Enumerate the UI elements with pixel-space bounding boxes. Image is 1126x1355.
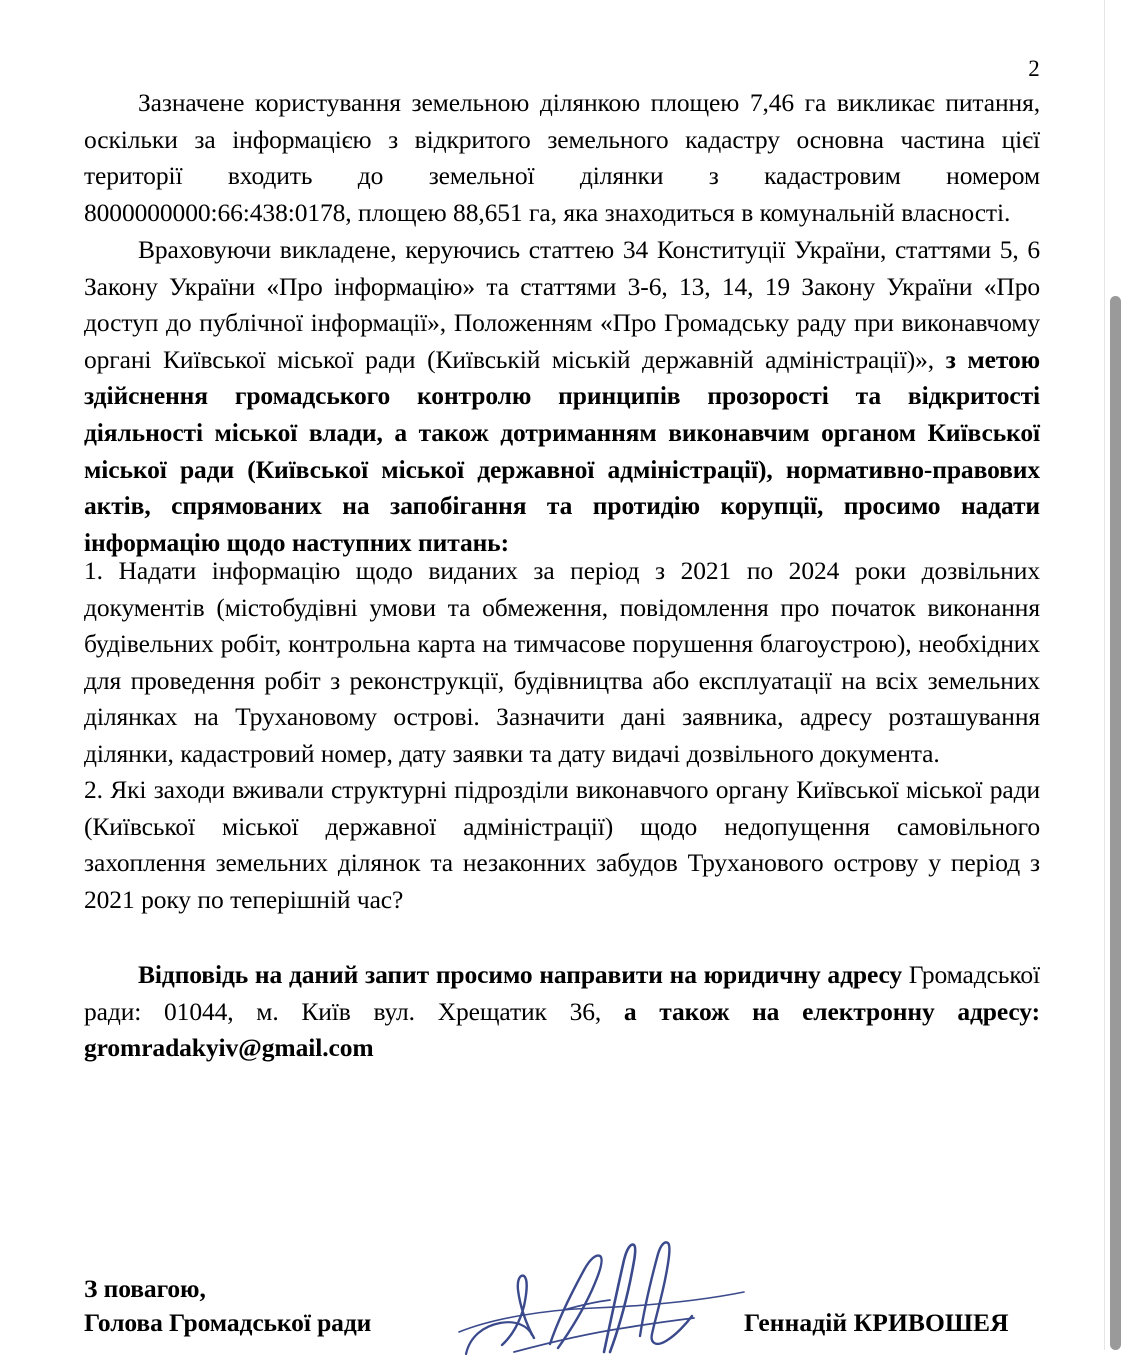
signatory-name: Геннадій КРИВОШЕЯ bbox=[744, 1308, 1009, 1337]
reply-instruction-emphasis: Відповідь на даний запит просимо направити на юридичну адресу bbox=[138, 960, 903, 989]
reply-email-emphasis: а також на електронну адресу: gromradakyiv@gmail.com bbox=[84, 996, 1040, 1063]
legal-lead-text: Враховуючи викладене, керуючись статтею 34 Конституції України, статтями 5, 6 Закону України «Про інформацію» та статтями 3-6, 13, 14, 19 Закону України «Про доступ до публічної інформації», Положенням «Про Громадську раду при виконавчому органі Київської міської ради (Київській міській державній адміністрації)», bbox=[84, 235, 1040, 374]
scrollbar-thumb[interactable] bbox=[1110, 296, 1121, 1350]
paragraph-legal-basis bbox=[84, 232, 1040, 561]
paragraph-intro: Зазначене користування земельною ділянкою площею 7,46 га викликає питання, оскільки за інформацією з відкритого земельного кадастру основна частина цієї території входить до земельної ділянки з кадастровим номером 8000000000:66:438:0178, площею 88,651 га, яка знаходиться в комунальній власності. bbox=[84, 88, 1040, 227]
reply-postal-address: Громадської ради: 01044, м. Київ вул. Хрещатик 36, bbox=[84, 960, 1040, 1026]
question-item-2: 2. Які заходи вживали структурні підрозділи виконавчого органу Київської міської ради (Київської міської державної адміністрації) щодо недопущення самовільного захоплення земельних ділянок та незаконних забудов Труханового острову у період з 2021 року по теперішній час? bbox=[84, 775, 1040, 914]
signature-title: Голова Громадської ради bbox=[84, 1308, 372, 1337]
legal-request-emphasis: з метою здійснення громадського контролю принципів прозорості та відкритості діяльності міської влади, а також дотриманням виконавчим органом Київської міської ради (Київської міської державної адміністрації), нормативно-правових актів, спрямованих на запобігання та протидію корупції, просимо надати інформацію щодо наступних питань: bbox=[84, 344, 1040, 557]
paragraph-reply-address bbox=[84, 957, 1040, 1067]
question-item-1: 1. Надати інформацію щодо виданих за період з 2021 по 2024 роки дозвільних документів (містобудівні умови та обмеження, повідомлення про початок виконання будівельних робіт, контрольна карта на тимчасове порушення благоустрою), необхідних для проведення робіт з реконструкції, будівництва або експлуатації на всіх земельних ділянках на Трухановому острові. Зазначити дані заявника, адресу розташування ділянки, кадастровий номер, дату заявки та дату видачі дозвільного документа. bbox=[84, 556, 1040, 768]
vertical-scrollbar[interactable] bbox=[1104, 0, 1126, 1350]
signature-block bbox=[84, 1272, 1040, 1352]
page-number: 2 bbox=[1028, 56, 1040, 81]
signature-closing: З повагою, bbox=[84, 1274, 206, 1303]
